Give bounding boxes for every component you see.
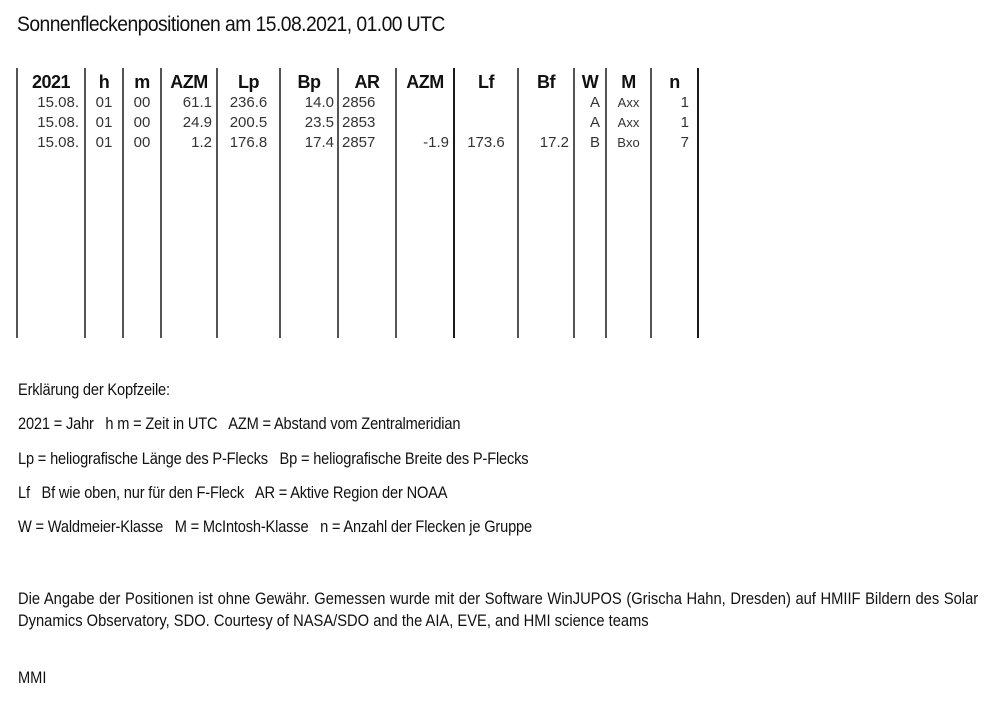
cell-azm-p: 1.2: [191, 134, 212, 151]
header-hour: h: [98, 72, 110, 92]
header-ar: AR: [354, 72, 380, 92]
cell-minute: 00: [133, 114, 151, 131]
cell-azm-f: -1.9: [423, 134, 449, 151]
explanation-line: W = Waldmeier-Klasse M = McIntosh-Klasse n = Anzahl der Flecken je Gruppe: [18, 517, 532, 536]
explanation-heading: Erklärung der Kopfzeile:: [18, 380, 170, 399]
disclaimer-text: Die Angabe der Positionen ist ohne Gewähr. Gemessen wurde mit der Software WinJUPOS (Grischa Hahn, Dresden) auf HMIIF Bildern des Solar Dynamics Observatory, SDO. Courtesy of NASA/SDO and the AIA, EVE, and HMI science teams: [18, 589, 979, 630]
cell-minute: 00: [133, 94, 151, 111]
cell-lf: 173.6: [467, 134, 505, 151]
header-bf: Bf: [537, 72, 555, 92]
cell-waldmeier: A: [589, 114, 600, 131]
column-divider: [517, 68, 519, 338]
signature: MMI: [18, 668, 47, 687]
cell-lp: 176.8: [229, 134, 268, 151]
cell-lp: 200.5: [229, 114, 268, 131]
cell-bp: 14.0: [304, 94, 334, 111]
header-azm-p: AZM: [170, 72, 208, 92]
cell-waldmeier: A: [589, 94, 600, 111]
cell-hour: 01: [95, 114, 113, 131]
column-divider: [453, 68, 455, 338]
explanation-line: Lf Bf wie oben, nur für den F-Fleck AR = Aktive Region der NOAA: [18, 483, 448, 502]
cell-mcintosh: Bxo: [617, 135, 640, 150]
header-count: n: [669, 72, 680, 92]
cell-bp: 23.5: [304, 114, 334, 131]
header-azm-f: AZM: [406, 72, 444, 92]
cell-hour: 01: [95, 134, 113, 151]
cell-ar: 2856: [342, 94, 376, 111]
column-divider: [16, 68, 18, 338]
cell-mcintosh: Axx: [617, 95, 640, 110]
header-lf: Lf: [478, 72, 494, 92]
header-year: 2021: [31, 72, 71, 92]
header-lp: Lp: [238, 72, 259, 92]
cell-azm-p: 61.1: [182, 94, 212, 111]
sunspot-table: [0, 68, 720, 338]
column-divider: [337, 68, 339, 338]
column-divider: [697, 68, 699, 338]
cell-azm-p: 24.9: [182, 114, 212, 131]
cell-count: 1: [680, 114, 689, 131]
cell-mcintosh: Axx: [617, 115, 640, 130]
explanation-line: 2021 = Jahr h m = Zeit in UTC AZM = Abstand vom Zentralmeridian: [18, 414, 461, 433]
cell-date: 15.08.: [37, 114, 79, 131]
cell-ar: 2853: [342, 114, 376, 131]
header-waldmeier: W: [581, 72, 599, 92]
cell-bp: 17.4: [304, 134, 334, 151]
cell-waldmeier: B: [589, 134, 600, 151]
cell-ar: 2857: [342, 134, 376, 151]
header-minute: m: [134, 72, 150, 92]
cell-lp: 236.6: [229, 94, 268, 111]
cell-date: 15.08.: [37, 134, 79, 151]
header-bp: Bp: [297, 72, 321, 92]
cell-hour: 01: [95, 94, 113, 111]
cell-bf: 17.2: [539, 134, 569, 151]
explanation-line: Lp = heliografische Länge des P-Flecks Bp = heliografische Breite des P-Flecks: [18, 449, 529, 468]
cell-date: 15.08.: [37, 94, 79, 111]
header-mcintosh: M: [621, 72, 636, 92]
cell-minute: 00: [133, 134, 151, 151]
cell-count: 1: [680, 94, 689, 111]
column-divider: [395, 68, 397, 338]
page-title: Sonnenfleckenpositionen am 15.08.2021, 01.00 UTC: [17, 13, 445, 36]
cell-count: 7: [680, 134, 689, 151]
